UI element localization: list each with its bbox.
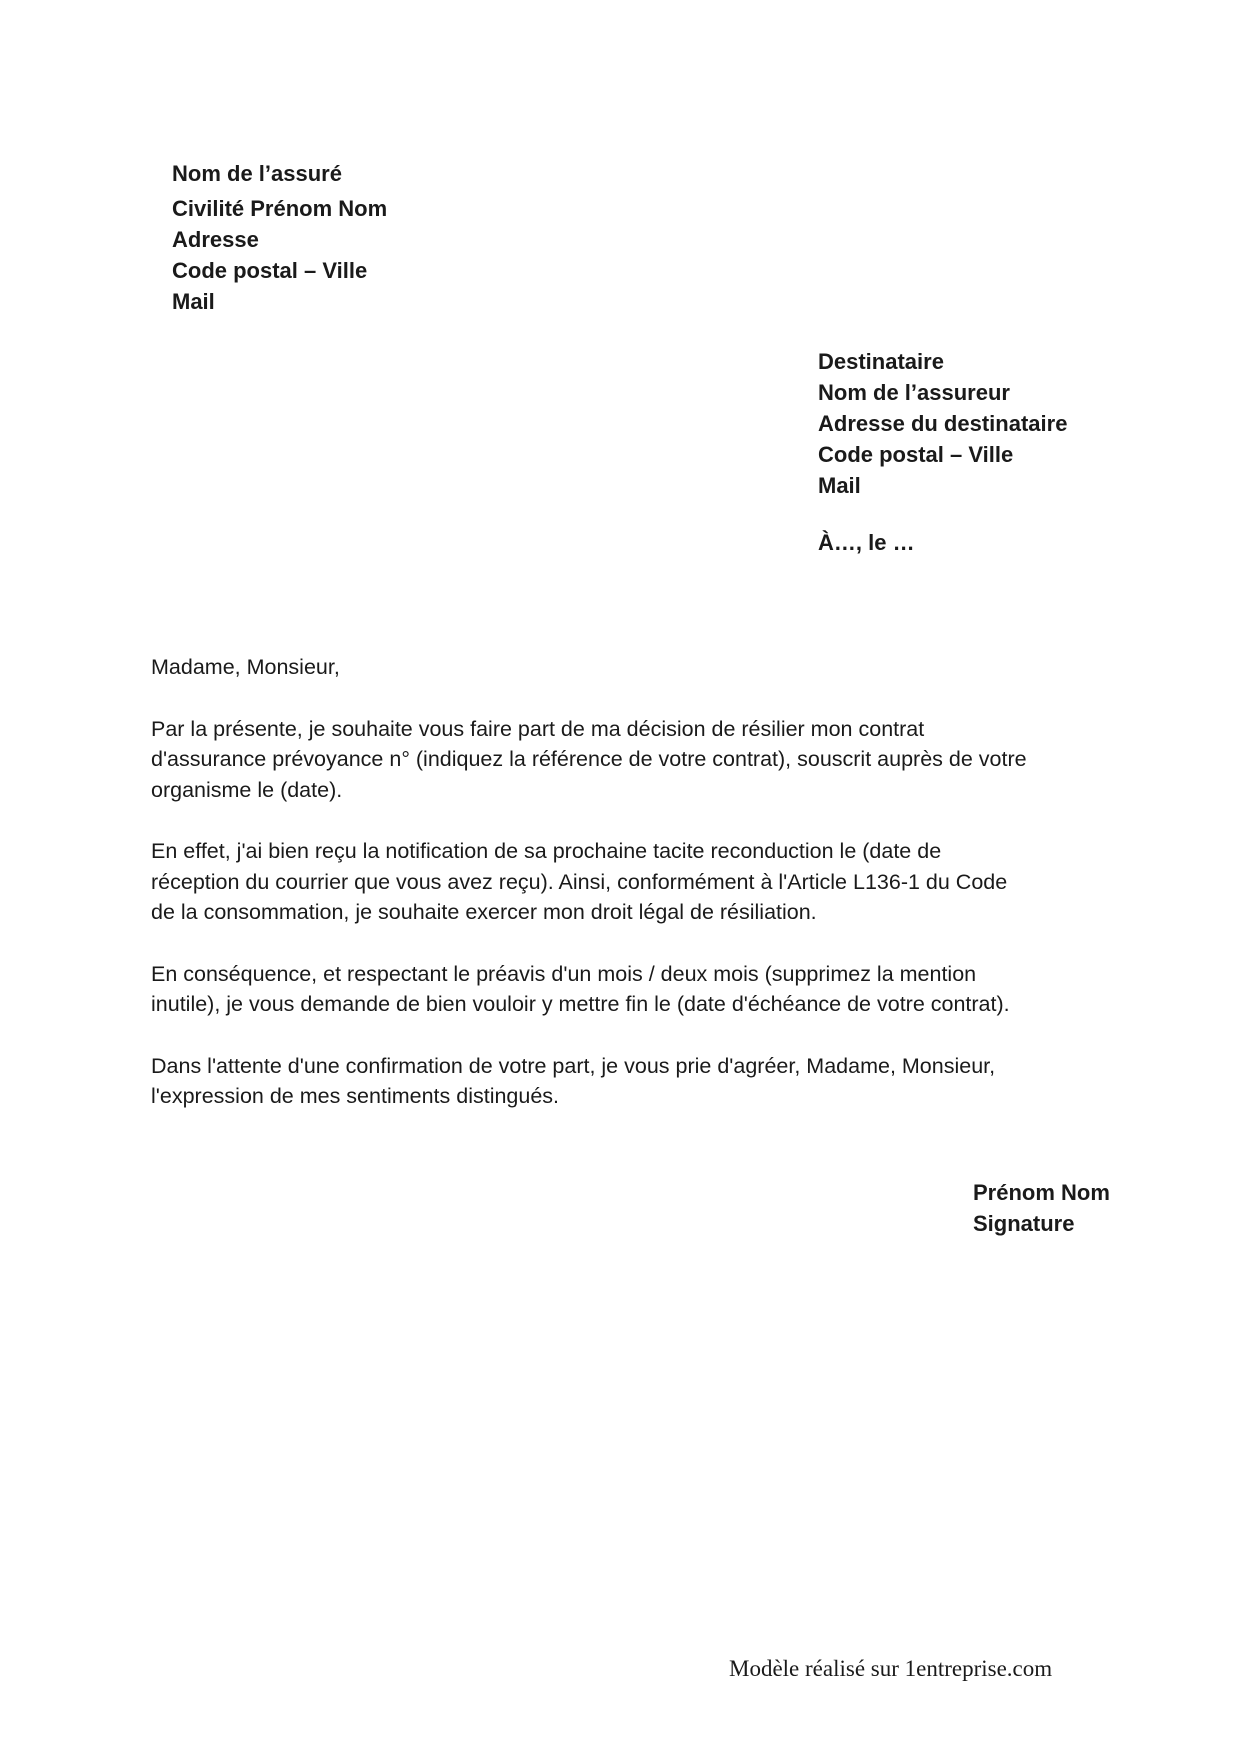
signature-label: Signature [973, 1211, 1075, 1236]
recipient-postal-city: Code postal – Ville [818, 442, 1014, 467]
recipient-mail: Mail [818, 473, 861, 498]
sender-heading: Nom de l’assuré [172, 161, 342, 186]
letter-body [151, 652, 1111, 1143]
recipient-insurer-name: Nom de l’assureur [818, 380, 1010, 405]
paragraph-line: En effet, j'ai bien reçu la notification de sa prochaine tacite reconduction le (date de [151, 839, 942, 863]
salutation: Madame, Monsieur, [151, 655, 340, 679]
paragraph-line: Par la présente, je souhaite vous faire part de ma décision de résilier mon contrat [151, 716, 925, 741]
paragraph-notification [151, 836, 1111, 928]
paragraph-line: l'expression de mes sentiments distingués. [151, 1084, 560, 1108]
paragraph-line: de la consommation, je souhaite exercer mon droit légal de résiliation. [151, 900, 817, 924]
paragraph-line: organisme le (date). [151, 777, 343, 802]
signature-name: Prénom Nom [973, 1180, 1110, 1205]
footer-credit: Modèle réalisé sur 1entreprise.com [729, 1656, 1053, 1681]
paragraph-notice [151, 959, 1111, 1020]
signature-block [973, 1177, 1110, 1239]
paragraph-line: Dans l'attente d'une confirmation de votre part, je vous prie d'agréer, Madame, Monsieur, [151, 1053, 996, 1078]
paragraph-line: En conséquence, et respectant le préavis d'un mois / deux mois (supprimez la mention [151, 961, 977, 986]
paragraph-line: inutile), je vous demande de bien vouloir y mettre fin le (date d'échéance de votre contrat). [151, 992, 1010, 1016]
paragraph-line: d'assurance prévoyance n° (indiquez la référence de votre contrat), souscrit auprès de votre [151, 747, 1027, 771]
sender-postal-city: Code postal – Ville [172, 258, 368, 283]
paragraph-termination [151, 714, 1111, 806]
paragraph-line: réception du courrier que vous avez reçu). Ainsi, conformément à l'Article L136-1 du Code [151, 869, 1008, 894]
place-date: À…, le … [818, 530, 915, 555]
sender-mail: Mail [172, 289, 215, 314]
sender-name: Civilité Prénom Nom [172, 196, 388, 221]
sender-block [172, 158, 387, 317]
recipient-address: Adresse du destinataire [818, 411, 1068, 436]
sender-address: Adresse [172, 227, 259, 252]
paragraph-closing [151, 1051, 1111, 1112]
recipient-block [818, 346, 1067, 501]
recipient-label: Destinataire [818, 349, 944, 374]
